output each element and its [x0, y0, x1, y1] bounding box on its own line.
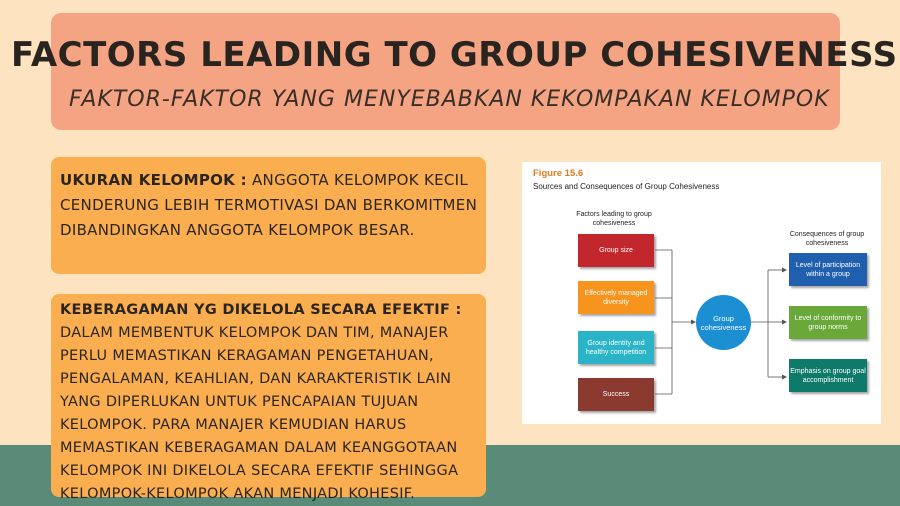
card-text [60, 299, 484, 506]
factor-success: Success [578, 378, 654, 411]
group-cohesiveness-node: Group cohesiveness [696, 295, 751, 350]
card-body: DALAM MEMBENTUK KELOMPOK DAN TIM, MANAJER PERLU MEMASTIKAN KERAGAMAN PENGETAHUAN, PENGALAMAN, KEAHLIAN, DAN KARAKTERISTIK LAIN YANG DIPERLUKAN UNTUK PENCAPAIAN TUJUAN KELOMPOK. PARA MANAJER KEMUDIAN HARUS MEMASTIKAN KEBERAGAMAN DALAM KEANGGOTAAN KELOMPOK INI DIKELOLA SECARA EFEKTIF SEHINGGA KELOMPOK-KELOMPOK AKAN MENJADI KOHESIF. [60, 325, 459, 502]
figure-title: Sources and Consequences of Group Cohesiveness [533, 182, 720, 191]
page-title: FACTORS LEADING TO GROUP COHESIVENESS [11, 35, 898, 75]
card-text [60, 168, 480, 243]
factors-heading: Factors leading to group cohesiveness [576, 211, 652, 227]
consequence-goal-accomplishment: Emphasis on group goal accomplishment [789, 359, 867, 392]
factor-group-identity: Group identity and healthy competition [578, 331, 654, 364]
factor-group-size: Group size [578, 234, 654, 267]
card-body: ANGGOTA KELOMPOK KECIL CENDERUNG LEBIH TERMOTIVASI DAN BERKOMITMEN DIBANDINGKAN ANGGOTA KELOMPOK BESAR. [60, 171, 478, 239]
consequence-conformity: Level of conformity to group norms [789, 306, 867, 339]
factor-diversity: Effectively managed diversity [578, 281, 654, 314]
card-diversity [51, 294, 486, 502]
consequence-participation: Level of participation within a group [789, 253, 867, 286]
card-group-size [51, 157, 486, 274]
figure-label: Figure 15.6 [533, 168, 584, 179]
title-box [11, 13, 898, 130]
page-subtitle: FAKTOR-FAKTOR YANG MENYEBABKAN KEKOMPAKAN KELOMPOK [69, 87, 830, 112]
card-heading: UKURAN KELOMPOK : [60, 171, 247, 189]
card-heading: KEBERAGAMAN YG DIKELOLA SECARA EFEKTIF : [60, 302, 462, 318]
consequences-heading: Consequences of group cohesiveness [789, 231, 865, 247]
figure-cohesiveness-diagram [522, 162, 881, 424]
